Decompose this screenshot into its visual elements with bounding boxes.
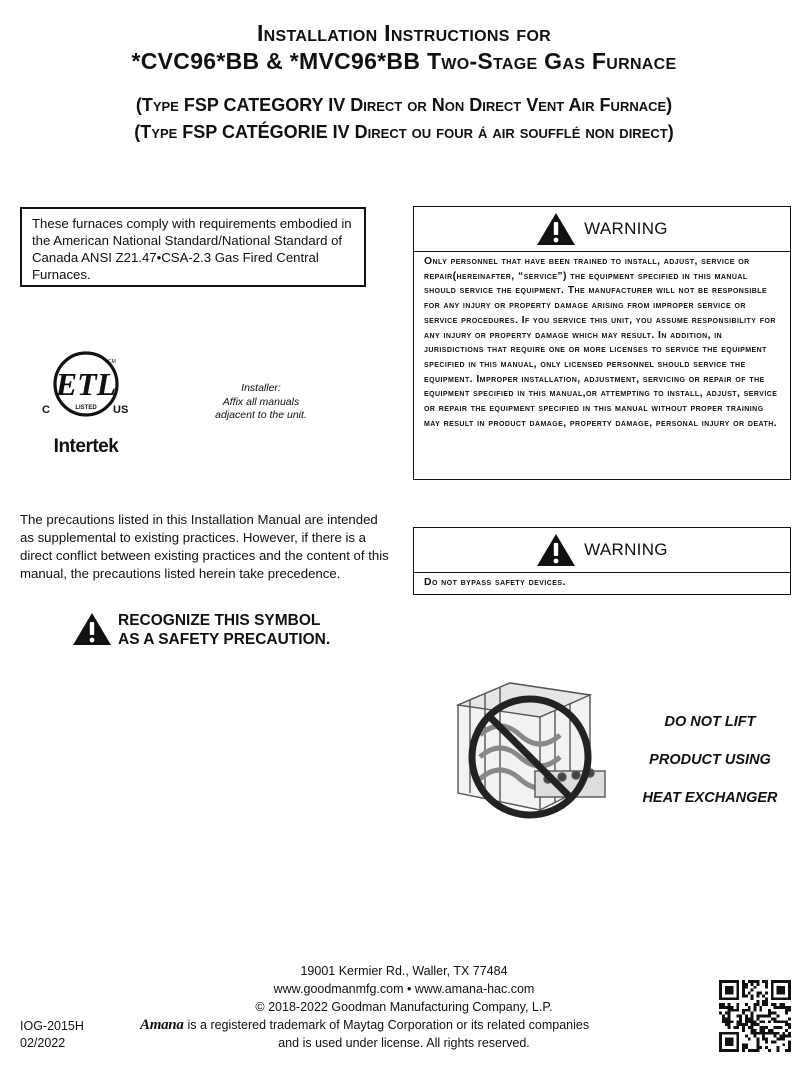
installer-note [200, 382, 322, 423]
safety-symbol-text [118, 611, 330, 649]
precautions-text: The precautions listed in this Installation Manual are intended as supplemental to existing practices. However, if there is a direct conflict between existing practices and the content of this manual, the precautions listed herein take precedence. [20, 512, 389, 581]
etl-listed-icon [42, 348, 130, 456]
warning-triangle-icon [72, 612, 112, 646]
listed-text: LISTED [75, 405, 97, 411]
safety-symbol-line-1: RECOGNIZE THIS SYMBOL [118, 612, 321, 629]
warning-triangle-icon [536, 533, 576, 567]
footer-address: 19001 Kermier Rd., Waller, TX 77484 [300, 964, 508, 978]
installer-note-line-1: Installer: [241, 382, 281, 394]
title-line-1: Installation Instructions for [256, 20, 552, 46]
footer-websites[interactable]: www.goodmanmfg.com • www.amana-hac.com [273, 982, 535, 996]
warning-label: WARNING [584, 219, 668, 238]
safety-symbol-line-2: AS A SAFETY PRECAUTION. [118, 631, 331, 648]
intertek-text: Intertek [53, 436, 119, 456]
footer-trademark [140, 1016, 660, 1034]
trademark-text: is a registered trademark of Maytag Corporation or its related companies [187, 1018, 590, 1032]
lift-notice-line-1: DO NOT LIFT [664, 714, 756, 730]
c-text: C [42, 404, 50, 416]
qr-code-icon [719, 980, 791, 1052]
subtitle-line-2: (Type FSP CATÉGORIE IV Direct ou four á air soufflé non direct) [134, 122, 674, 142]
warning-label: WARNING [584, 540, 668, 559]
footer-license: and is used under license. All rights reserved. [278, 1036, 530, 1050]
installer-note-line-3: adjacent to the unit. [215, 409, 307, 421]
title-line-2: *CVC96*BB & *MVC96*BB Two-Stage Gas Furnace [131, 48, 677, 74]
lift-notice-line-3: HEAT EXCHANGER [642, 790, 778, 806]
warning-box-personnel [413, 206, 791, 480]
document-date: 02/2022 [20, 1036, 66, 1050]
qr-code[interactable] [719, 980, 791, 1052]
amana-logo: Amana [140, 1017, 184, 1033]
etl-intertek-logo [42, 348, 130, 456]
warning-text: Only personnel that have been trained to install, adjust, service or repair(hereinafter, “service”) the equipment specified in this manual should service the equipment. The manufacturer will not be responsible for any injury or property damage arising from improper service or service procedures. If you service this unit, you assume responsibility for any injury or property damage which may result. In addition, in jurisdictions that require one or more licenses to service the equipment specified in this manual, only licensed personnel should service the equipment. Improper installation, adjustment, servicing or repair of the equipment specified in this manual,or attempting to install, adjust, service or repair the equipment specified in this manual without proper training may result in product damage, property damage, personal injury or death. [424, 256, 778, 429]
etl-mark-text: ETL [55, 366, 117, 402]
warning-header [414, 207, 790, 252]
cm-text: CM [108, 359, 116, 365]
no-lift-heat-exchanger-icon [440, 675, 615, 835]
us-text: US [113, 404, 129, 416]
compliance-box: These furnaces comply with requirements embodied in the American National Standard/National Standard of Canada ANSI Z21.47•CSA-2.3 Gas Fired Central Furnaces. [20, 207, 366, 287]
warning-box-safety-devices [413, 527, 791, 595]
warning-text: Do not bypass safety devices. [424, 577, 566, 588]
subtitle-line-1: (Type FSP CATEGORY IV Direct or Non Direct Vent Air Furnace) [135, 95, 673, 115]
warning-triangle-icon [536, 212, 576, 246]
warning-header [414, 528, 790, 573]
lift-notice-line-2: PRODUCT USING [649, 752, 771, 768]
document-number: IOG-2015H [20, 1019, 84, 1033]
installer-note-line-2: Affix all manuals [222, 395, 300, 408]
heat-exchanger-illustration [440, 675, 615, 835]
footer-copyright: © 2018-2022 Goodman Manufacturing Company, L.P. [255, 1000, 553, 1014]
